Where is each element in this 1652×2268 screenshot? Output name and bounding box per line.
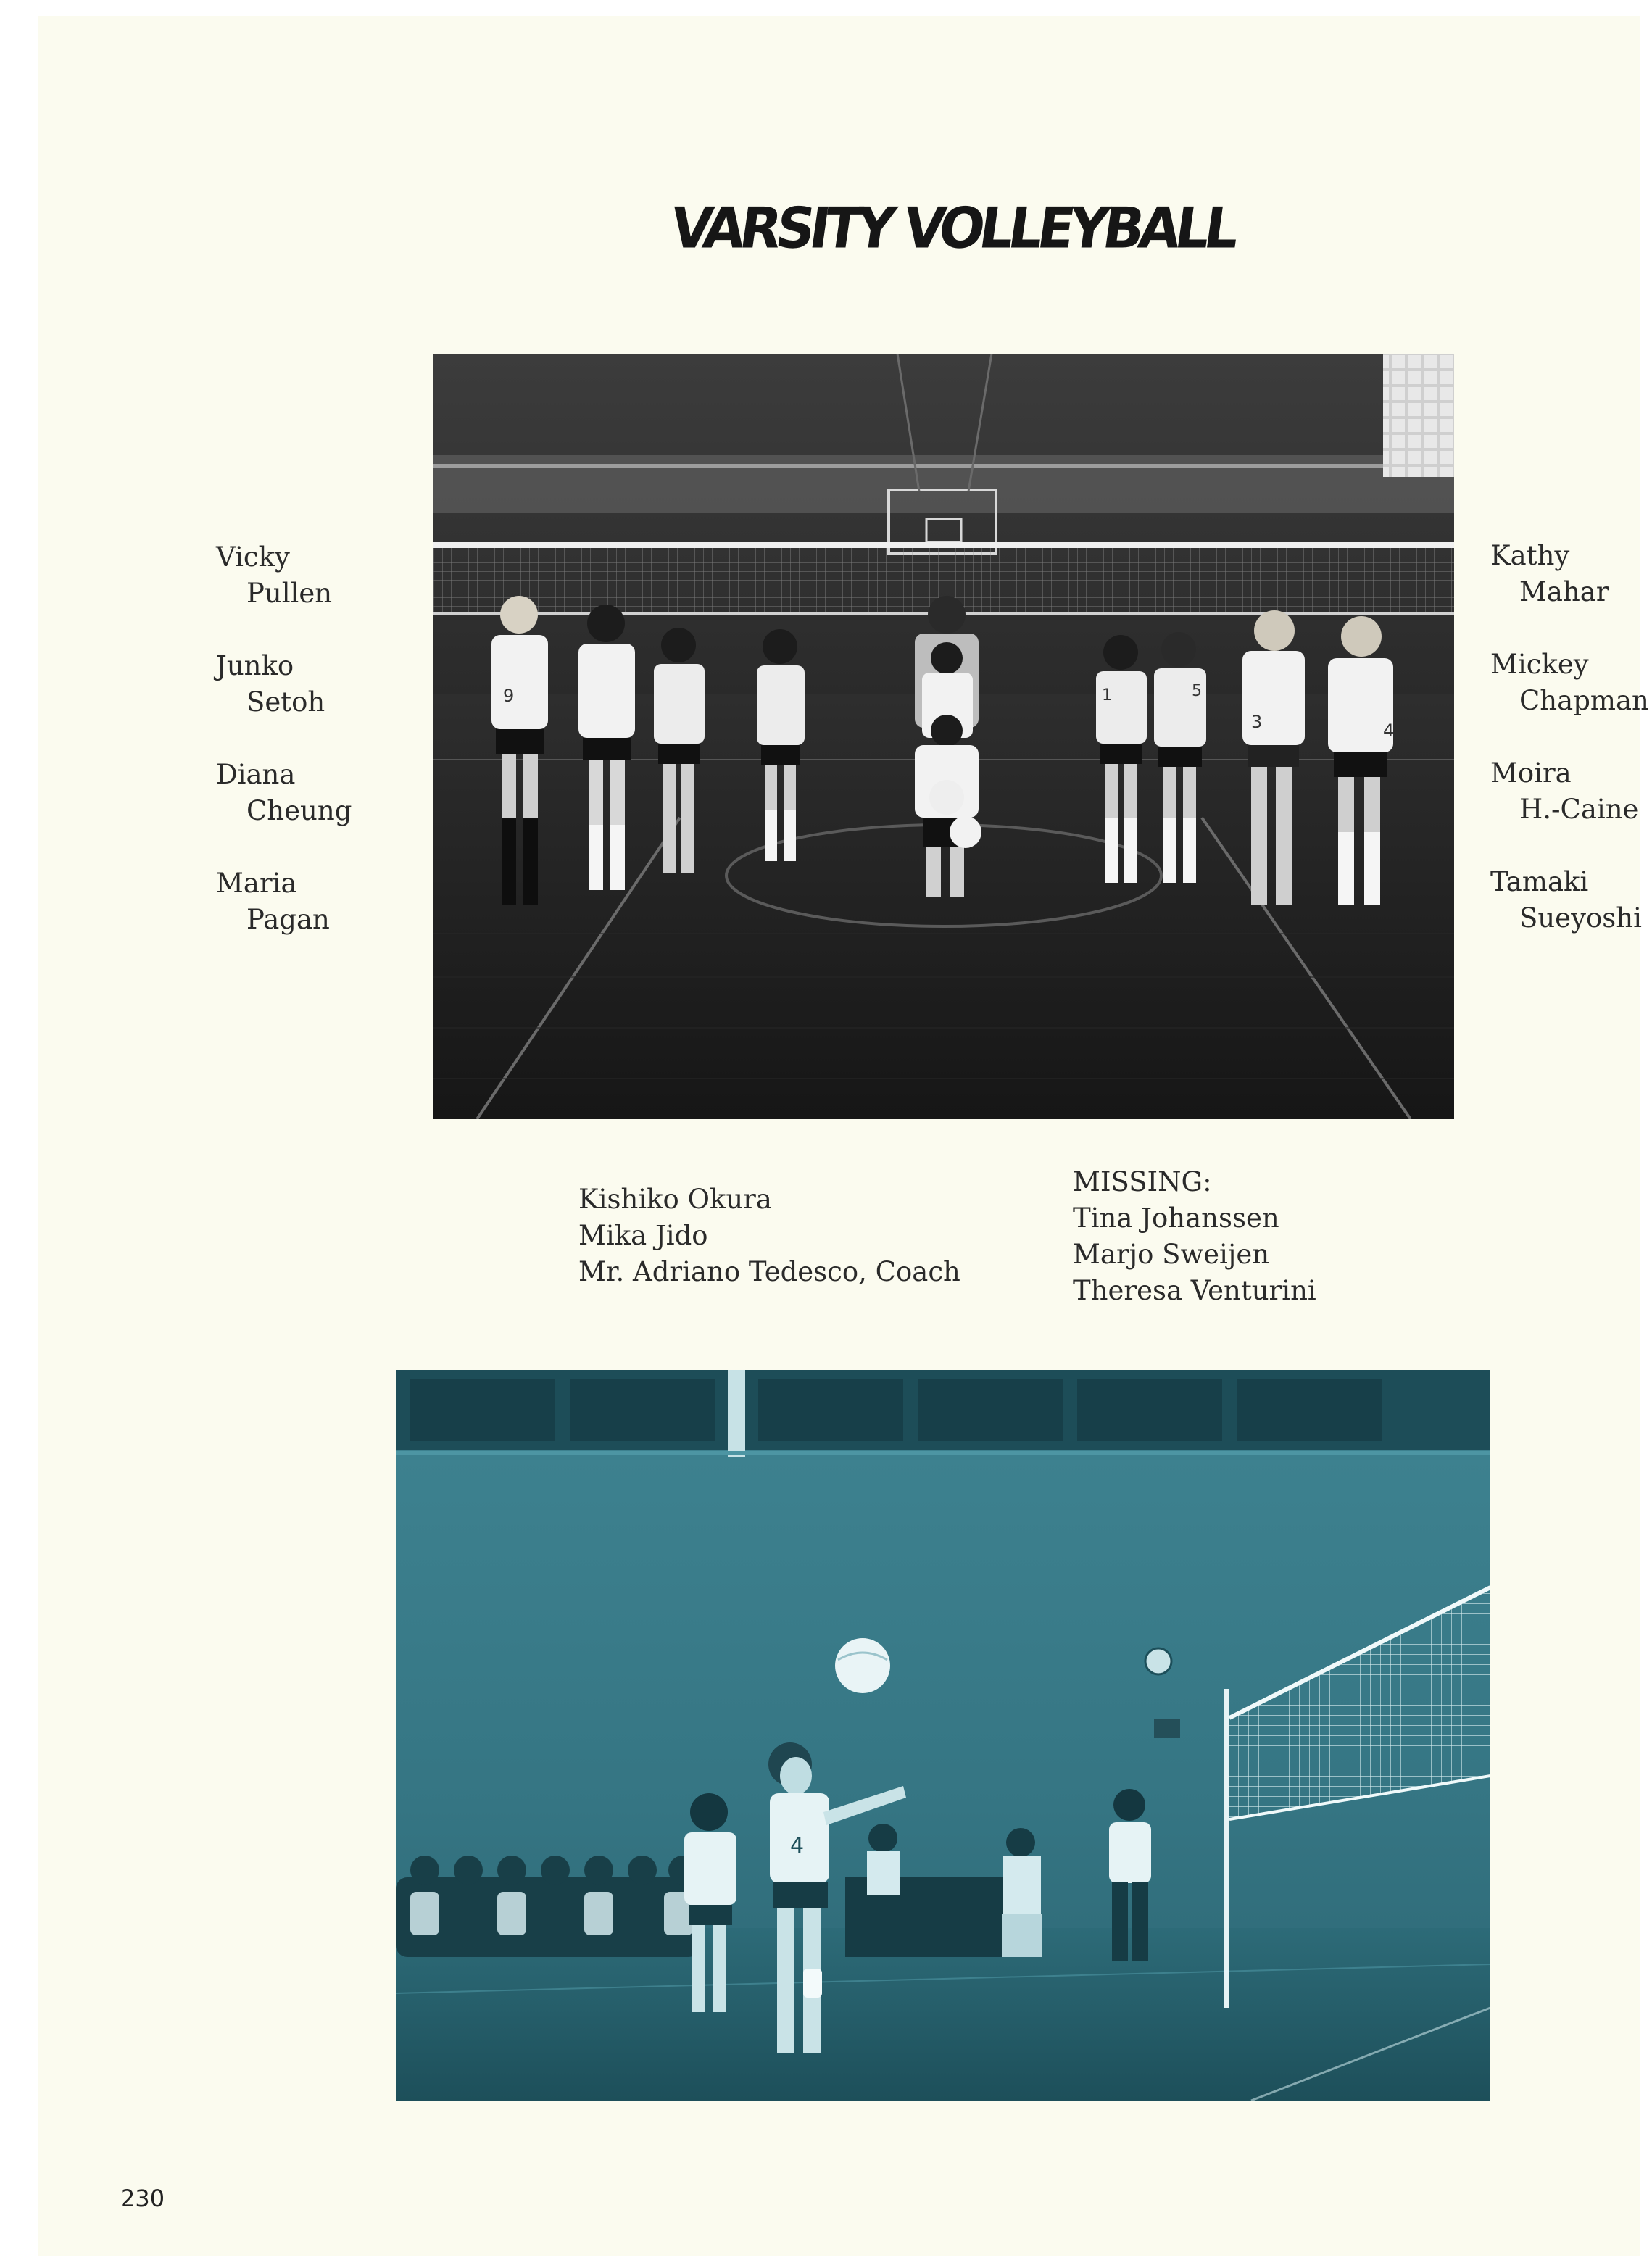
roster-right <box>1490 538 1649 973</box>
first-name: Diana <box>216 759 296 790</box>
roster-entry <box>1490 755 1649 828</box>
jersey-number: 4 <box>1383 720 1395 741</box>
missing-name: Theresa Venturini <box>1073 1275 1316 1306</box>
roster-entry <box>216 648 352 720</box>
caption-line: Mr. Adriano Tedesco, Coach <box>578 1256 960 1287</box>
first-name: Kathy <box>1490 540 1570 571</box>
last-name: H.-Caine <box>1519 794 1639 825</box>
last-name: Cheung <box>246 795 352 826</box>
last-name: Sueyoshi <box>1519 902 1642 934</box>
last-name: Setoh <box>246 686 325 718</box>
roster-left <box>216 539 352 974</box>
caption-line: Mika Jido <box>578 1220 708 1251</box>
yearbook-page <box>38 16 1649 2256</box>
missing-name: Marjo Sweijen <box>1073 1239 1270 1270</box>
roster-entry <box>216 865 352 938</box>
team-photo <box>433 354 1454 1119</box>
missing-name: Tina Johanssen <box>1073 1202 1279 1234</box>
jersey-number: 1 <box>1102 686 1112 705</box>
first-name: Tamaki <box>1490 866 1589 897</box>
caption-missing <box>1073 1164 1316 1309</box>
page-title: VARSITY VOLLEYBALL <box>666 196 1239 262</box>
last-name: Mahar <box>1519 576 1609 607</box>
roster-entry <box>1490 538 1649 610</box>
first-name: Maria <box>216 868 297 899</box>
roster-entry <box>1490 864 1649 936</box>
last-name: Pullen <box>246 578 333 609</box>
last-name: Chapman <box>1519 685 1649 716</box>
jersey-number: 3 <box>1251 712 1263 732</box>
jersey-number: 5 <box>1192 682 1202 700</box>
action-photo <box>396 1370 1490 2101</box>
first-name: Moira <box>1490 757 1572 789</box>
jersey-number: 4 <box>790 1833 805 1858</box>
page-number: 230 <box>120 2185 165 2212</box>
roster-entry <box>216 539 352 612</box>
first-name: Junko <box>216 650 294 681</box>
last-name: Pagan <box>246 904 330 935</box>
roster-entry <box>216 757 352 829</box>
first-name: Vicky <box>216 541 290 573</box>
first-name: Mickey <box>1490 649 1589 680</box>
caption-line: Kishiko Okura <box>578 1184 772 1215</box>
jersey-number: 9 <box>503 686 515 706</box>
caption-center-names <box>578 1181 960 1290</box>
missing-heading: MISSING: <box>1073 1166 1212 1197</box>
roster-entry <box>1490 647 1649 719</box>
